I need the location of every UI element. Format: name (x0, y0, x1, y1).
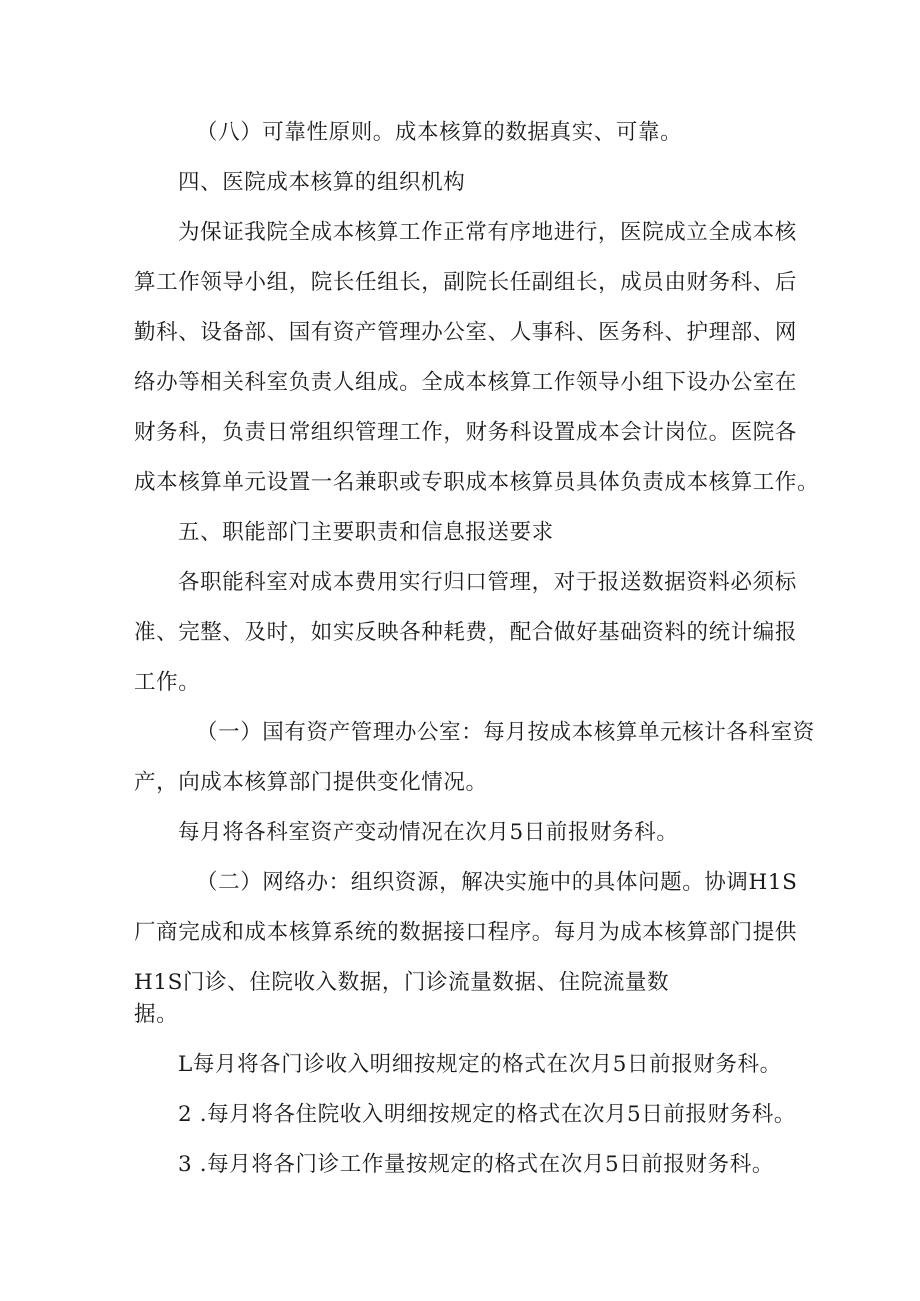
text-line: （一）国有资产管理办公室：每月按成本核算单元核计各科室资 (196, 720, 815, 745)
text-line: 每月将各科室资产变动情况在次月5日前报财务科。 (178, 820, 679, 845)
list-item: L每月将各门诊收入明细按规定的格式在次月5日前报财务科。 (178, 1052, 782, 1077)
text-line: 准、完整、及时，如实反映各种耗费，配合做好基础资料的统计编报 (134, 620, 798, 645)
text-line: 各职能科室对成本费用实行归口管理，对于报送数据资料必须标 (178, 570, 797, 595)
text-line: 厂商完成和成本核算系统的数据接口程序。每月为成本核算部门提供 (134, 920, 798, 945)
list-item: 2 .每月将各住院收入明细按规定的格式在次月5日前报财务科。 (178, 1102, 797, 1127)
section-heading-4: 四、医院成本核算的组织机构 (178, 170, 466, 195)
text-line: （二）网络办：组织资源，解决实施中的具体问题。协调H1S (196, 870, 798, 895)
text-line: 工作。 (134, 670, 201, 695)
text-line: 产，向成本核算部门提供变化情况。 (134, 770, 488, 795)
section-heading-5: 五、职能部门主要职责和信息报送要求 (178, 520, 554, 545)
list-item: 3 .每月将各门诊工作量按规定的格式在次月5日前报财务科。 (178, 1152, 774, 1177)
text-line: H1S门诊、住院收入数据，门诊流量数据、住院流量数 (134, 970, 670, 995)
text-line: 据。 (134, 1002, 179, 1027)
text-line: 络办等相关科室负责人组成。全成本核算工作领导小组下设办公室在 (134, 370, 798, 395)
paragraph-principle-8: （八）可靠性原则。成本核算的数据真实、可靠。 (196, 120, 683, 145)
text-line: 成本核算单元设置一名兼职或专职成本核算员具体负责成本核算工作。 (134, 470, 820, 495)
text-line: 财务科，负责日常组织管理工作，财务科设置成本会计岗位。医院各 (134, 420, 798, 445)
text-line: 为保证我院全成本核算工作正常有序地进行，医院成立全成本核 (178, 220, 797, 245)
text-line: 勤科、设备部、国有资产管理办公室、人事科、医务科、护理部、网 (134, 320, 798, 345)
text-line: 算工作领导小组，院长任组长，副院长任副组长，成员由财务科、后 (134, 270, 798, 295)
